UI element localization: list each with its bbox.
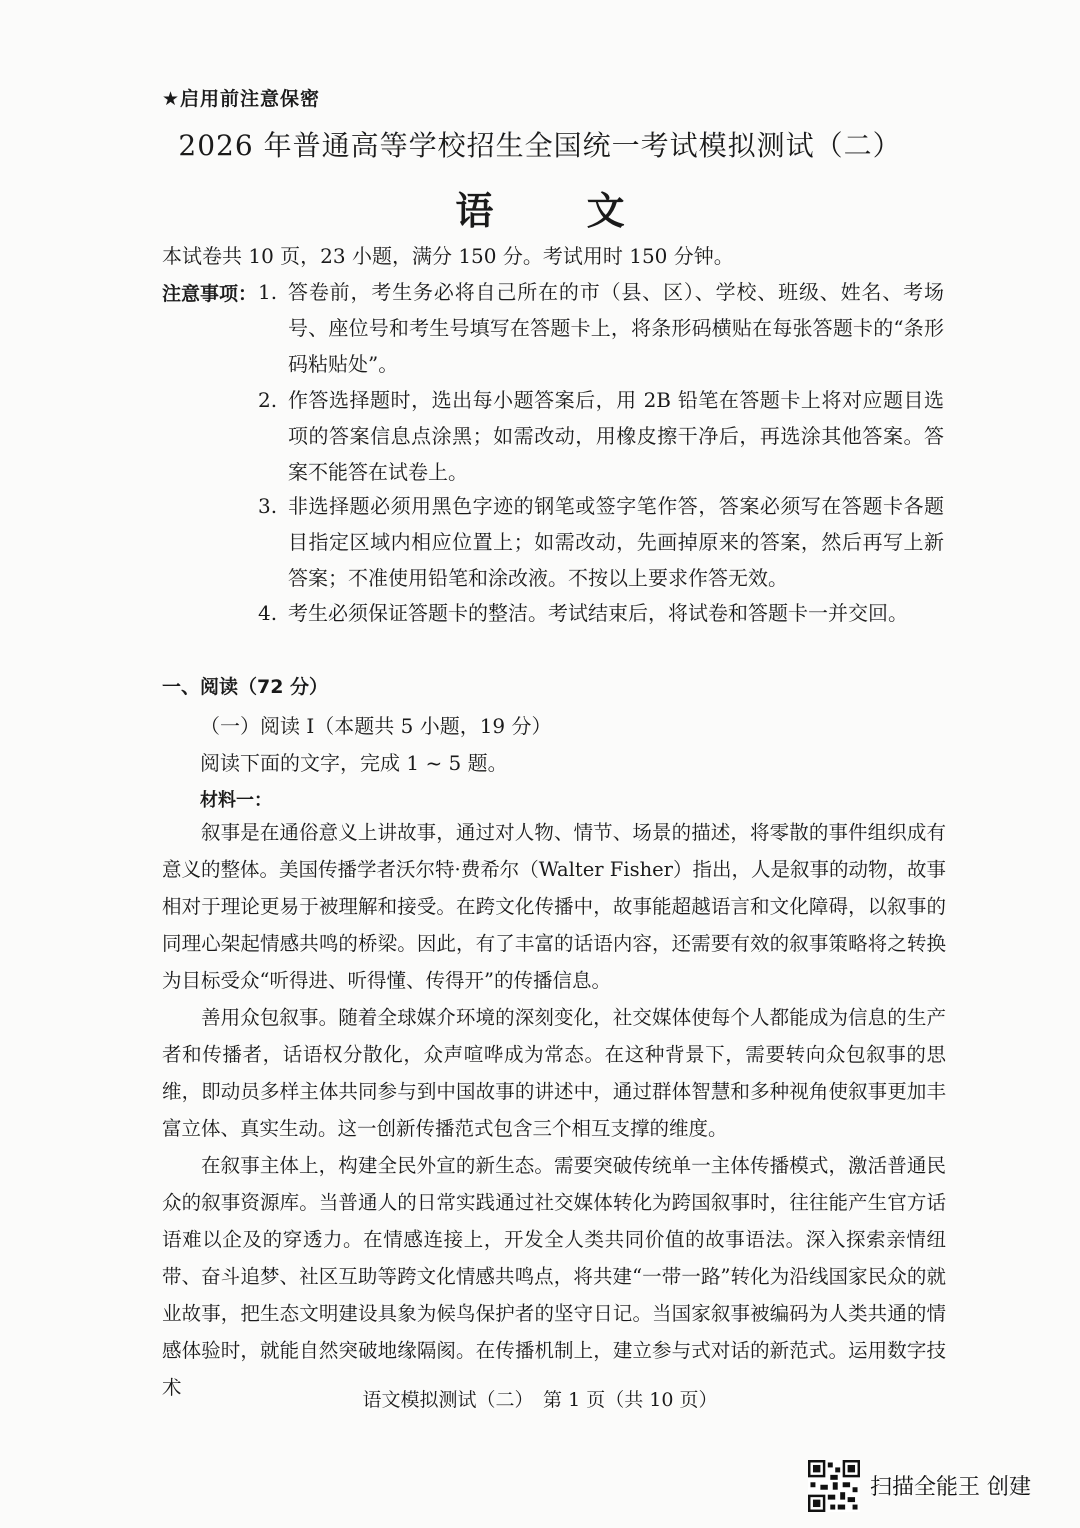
exam-title: 2026 年普通高等学校招生全国统一考试模拟测试（二） bbox=[178, 129, 902, 162]
note-number: 1. bbox=[258, 280, 278, 304]
passage-paragraph: 叙事是在通俗意义上讲故事，通过对人物、情节、场景的描述，将零散的事件组织成有意义的整体。美国传播学者沃尔特·费希尔（Walter Fisher）指出，人是叙事的动物，故事相对于理论更易于被理解和接受。在跨文化传播中，故事能超越语言和文化障碍，以叙事的同理心架起情感共鸣的桥梁。因此，有了丰富的话语内容，还需要有效的叙事策略将之转换为目标受众“听得进、听得懂、传得开”的传播信息。 bbox=[162, 821, 946, 992]
subject-title: 语 文 bbox=[455, 189, 665, 233]
exam-intro: 本试卷共 10 页，23 小题，满分 150 分。考试用时 150 分钟。 bbox=[162, 244, 734, 268]
note-text: 作答选择题时，选出每小题答案后，用 2B 铅笔在答题卡上将对应题目选项的答案信息点涂黑；如需改动，用橡皮擦干净后，再选涂其他答案。答案不能答在试卷上。 bbox=[288, 388, 944, 484]
watermark-text: 扫描全能王 创建 bbox=[870, 1475, 1031, 1500]
passage-paragraph: 善用众包叙事。随着全球媒介环境的深刻变化，社交媒体使每个人都能成为信息的生产者和传播者，话语权分散化，众声喧哗成为常态。在这种背景下，需要转向众包叙事的思维，即动员多样主体共同参与到中国故事的讲述中，通过群体智慧和多种视角使叙事更加丰富立体、真实生动。这一创新传播范式包含三个相互支撑的维度。 bbox=[162, 1006, 946, 1140]
note-number: 3. bbox=[258, 494, 278, 518]
section-heading: 一、阅读（72 分） bbox=[162, 676, 329, 698]
page-footer: 语文模拟测试（二） 第 1 页（共 10 页） bbox=[362, 1389, 718, 1411]
note-text: 答卷前，考生务必将自己所在的市（县、区）、学校、班级、姓名、考场号、座位号和考生号填写在答题卡上，将条形码横贴在每张答题卡的“条形码粘贴处”。 bbox=[288, 280, 944, 376]
note-number: 4. bbox=[258, 601, 278, 625]
note-text: 非选择题必须用黑色字迹的钢笔或签字笔作答，答案必须写在答题卡各题目指定区域内相应位置上；如需改动，先画掉原来的答案，然后再写上新答案；不准使用铅笔和涂改液。不按以上要求作答无效。 bbox=[288, 494, 944, 590]
confidential-notice: ★启用前注意保密 bbox=[162, 88, 321, 110]
material-label: 材料一： bbox=[200, 790, 272, 811]
scanner-watermark bbox=[808, 1460, 1048, 1516]
notes-label: 注意事项： bbox=[162, 283, 258, 305]
passage-paragraph: 在叙事主体上，构建全民外宣的新生态。需要突破传统单一主体传播模式，激活普通民众的叙事资源库。当普通人的日常实践通过社交媒体转化为跨国叙事时，往往能产生官方话语难以企及的穿透力。在情感连接上，开发全人类共同价值的故事语法。深入探索亲情纽带、奋斗追梦、社区互助等跨文化情感共鸣点，将共建“一带一路”转化为沿线国家民众的就业故事，把生态文明建设具象为候鸟保护者的坚守日记。当国家叙事被编码为人类共通的情感体验时，就能自然突破地缘隔阂。在传播机制上，建立参与式对话的新范式。运用数字技术 bbox=[162, 1154, 946, 1399]
note-text: 考生必须保证答题卡的整洁。考试结束后，将试卷和答题卡一并交回。 bbox=[288, 601, 908, 625]
note-number: 2. bbox=[258, 388, 278, 412]
section-instruction: 阅读下面的文字，完成 1 ~ 5 题。 bbox=[200, 751, 508, 775]
qr-code-icon bbox=[808, 1460, 860, 1512]
section-subheading: （一）阅读 I（本题共 5 小题，19 分） bbox=[200, 714, 552, 738]
